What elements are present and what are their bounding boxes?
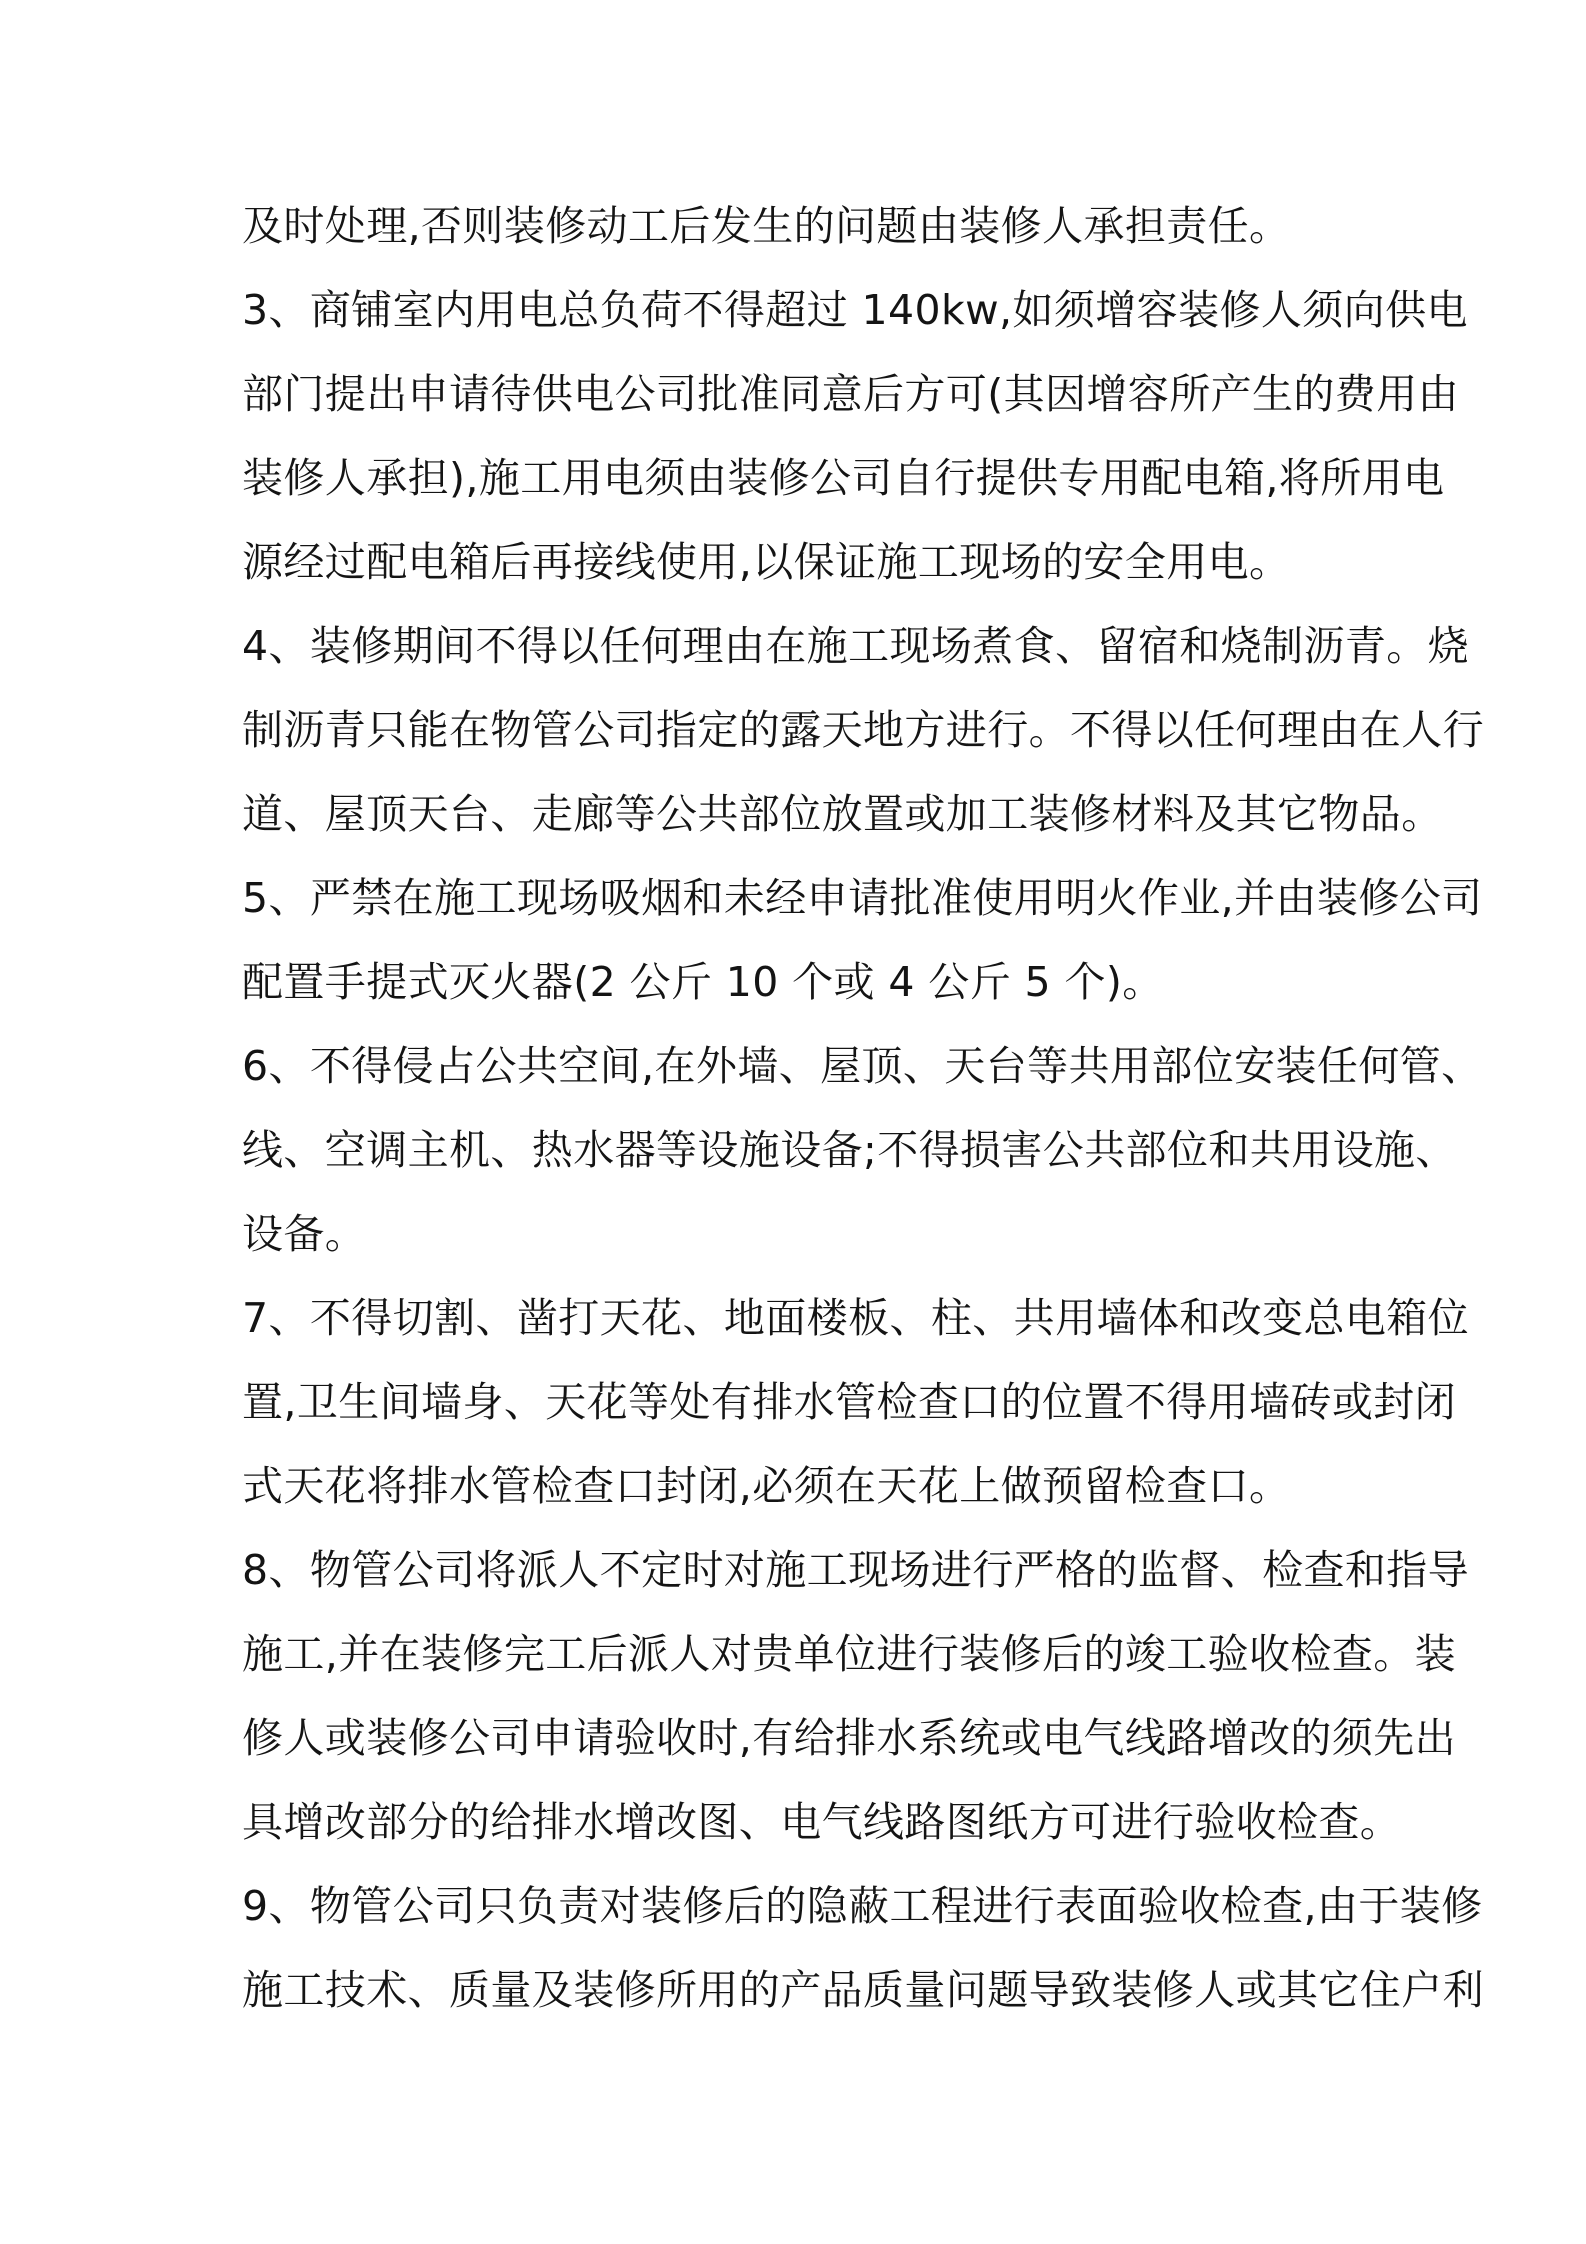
text-line: 施工技术、质量及装修所用的产品质量问题导致装修人或其它住户利 <box>242 1966 1484 2014</box>
text-line: 部门提出申请待供电公司批准同意后方可(其因增容所产生的费用由 <box>242 370 1459 418</box>
text-line: 制沥青只能在物管公司指定的露天地方进行。不得以任何理由在人行 <box>242 706 1484 754</box>
text-line: 3、商铺室内用电总负荷不得超过 140kw,如须增容装修人须向供电 <box>242 286 1468 334</box>
text-line: 5、严禁在施工现场吸烟和未经申请批准使用明火作业,并由装修公司 <box>242 874 1483 922</box>
text-line: 源经过配电箱后再接线使用,以保证施工现场的安全用电。 <box>242 538 1291 586</box>
text-line: 线、空调主机、热水器等设施设备;不得损害公共部位和共用设施、 <box>242 1126 1457 1174</box>
text-line: 施工,并在装修完工后派人对贵单位进行装修后的竣工验收检查。装 <box>242 1630 1457 1678</box>
text-line: 7、不得切割、凿打天花、地面楼板、柱、共用墙体和改变总电箱位 <box>242 1294 1470 1342</box>
text-line: 4、装修期间不得以任何理由在施工现场煮食、留宿和烧制沥青。烧 <box>242 622 1470 670</box>
text-line: 9、物管公司只负责对装修后的隐蔽工程进行表面验收检查,由于装修 <box>242 1882 1483 1930</box>
text-line: 6、不得侵占公共空间,在外墙、屋顶、天台等共用部位安装任何管、 <box>242 1042 1483 1090</box>
text-line: 设备。 <box>242 1210 367 1258</box>
text-line: 修人或装修公司申请验收时,有给排水系统或电气线路增改的须先出 <box>242 1714 1457 1762</box>
text-line: 8、物管公司将派人不定时对施工现场进行严格的监督、检查和指导 <box>242 1546 1470 1594</box>
text-line: 配置手提式灭火器(2 公斤 10 个或 4 公斤 5 个)。 <box>242 958 1164 1006</box>
text-line: 置,卫生间墙身、天花等处有排水管检查口的位置不得用墙砖或封闭 <box>242 1378 1457 1426</box>
text-line: 装修人承担),施工用电须由装修公司自行提供专用配电箱,将所用电 <box>242 454 1445 502</box>
text-line: 道、屋顶天台、走廊等公共部位放置或加工装修材料及其它物品。 <box>242 790 1443 838</box>
text-line: 具增改部分的给排水增改图、电气线路图纸方可进行验收检查。 <box>242 1798 1402 1846</box>
text-line: 及时处理,否则装修动工后发生的问题由装修人承担责任。 <box>242 202 1291 250</box>
text-line: 式天花将排水管检查口封闭,必须在天花上做预留检查口。 <box>242 1462 1291 1510</box>
